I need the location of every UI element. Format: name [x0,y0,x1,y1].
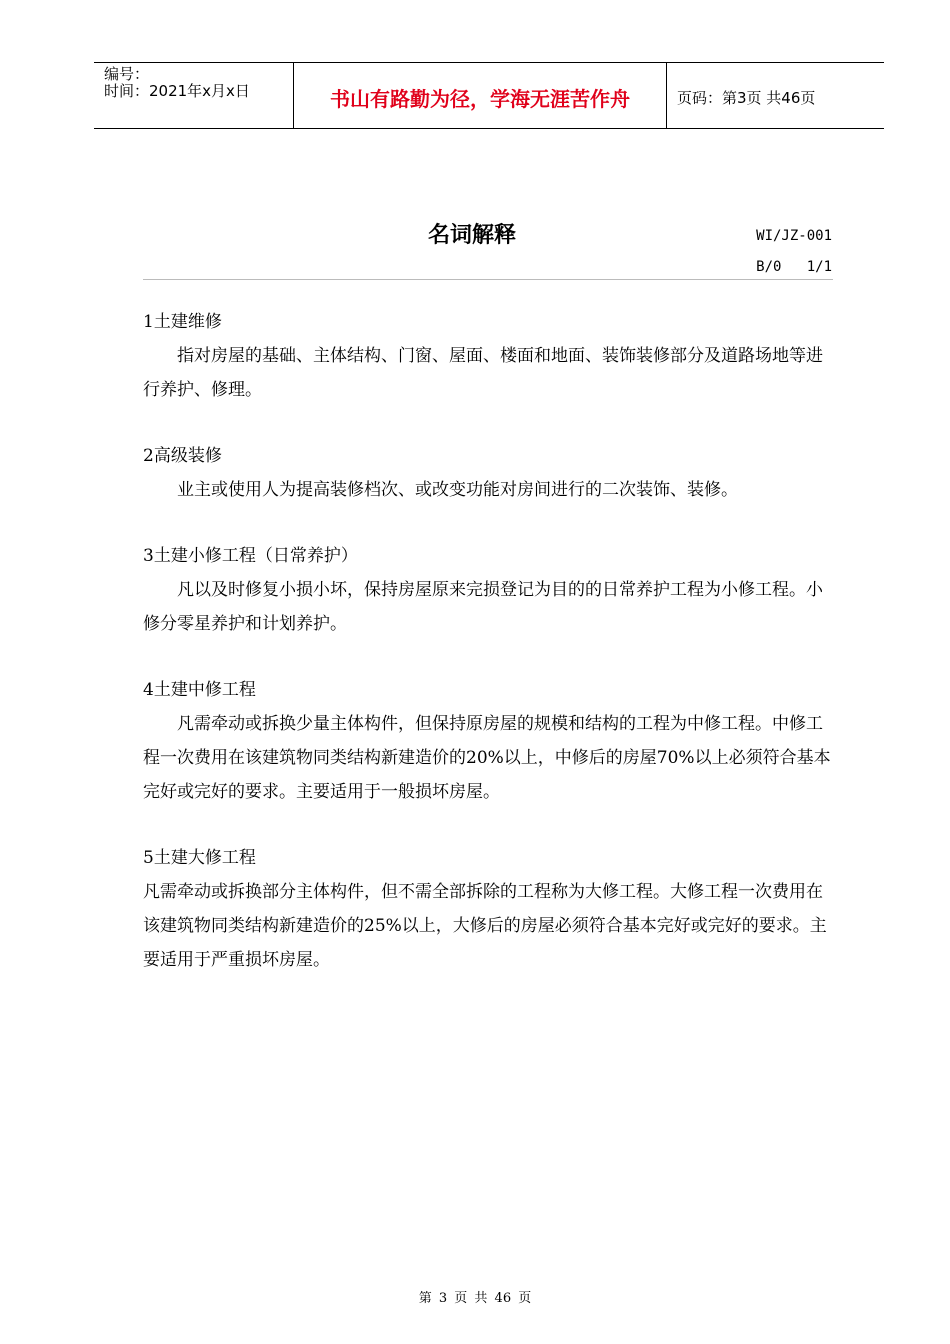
document-revision: B/0 1/1 [756,259,832,275]
section-body: 凡需牵动或拆换部分主体构件，但不需全部拆除的工程称为大修工程。大修工程一次费用在该建筑物同类结构新建造价的25%以上，大修后的房屋必须符合基本完好或完好的要求。主要适用于严重损坏房屋。 [143,882,827,970]
section-heading: 4土建中修工程 [143,680,256,700]
section-body: 凡需牵动或拆换少量主体构件，但保持原房屋的规模和结构的工程为中修工程。中修工程一次费用在该建筑物同类结构新建造价的20%以上，中修后的房屋70%以上必须符合基本完好或完好的要求。主要适用于一般损坏房屋。 [143,714,831,802]
title-divider [143,279,833,280]
header-meta [94,63,294,128]
page-header [94,62,884,129]
section-4 [143,673,838,809]
section-body: 指对房屋的基础、主体结构、门窗、屋面、楼面和地面、装饰装修部分及道路场地等进行养护、修理。 [143,346,823,400]
section-5 [143,841,838,977]
section-spacer [143,507,838,539]
document-title: 名词解释 [427,223,516,248]
header-motto: 书山有路勤为径，学海无涯苦作舟 [294,63,667,128]
section-2 [143,439,838,507]
section-1 [143,305,838,407]
section-spacer [143,641,838,673]
section-heading: 5土建大修工程 [143,848,256,868]
header-page-info: 页码：第3页 共46页 [677,89,816,107]
section-3 [143,539,838,641]
time-label: 时间：2021年x月x日 [104,82,250,100]
section-body: 业主或使用人为提高装修档次、或改变功能对房间进行的二次装饰、装修。 [177,480,738,500]
section-heading: 2高级装修 [143,446,222,466]
section-body: 凡以及时修复小损小坏，保持房屋原来完损登记为目的的日常养护工程为小修工程。小修分零星养护和计划养护。 [143,580,823,634]
document-body [143,305,838,977]
section-spacer [143,809,838,841]
document-code: WI/JZ-001 [756,228,832,244]
page-footer: 第 3 页 共 46 页 [418,1291,532,1306]
number-label: 编号： [104,65,150,83]
section-heading: 3土建小修工程（日常养护） [143,546,358,566]
section-spacer [143,407,838,439]
section-heading: 1土建维修 [143,312,222,332]
